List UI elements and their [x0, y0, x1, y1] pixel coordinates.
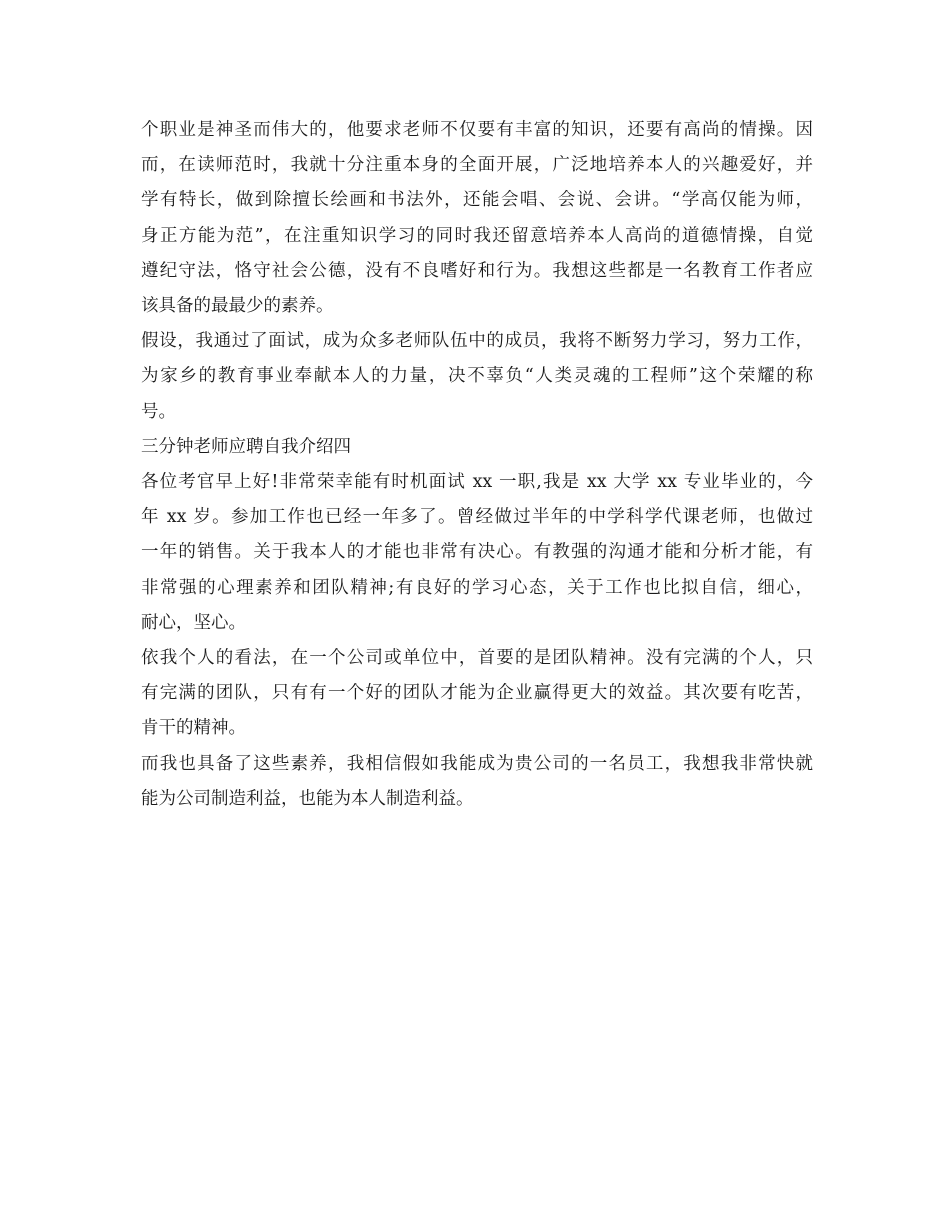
text-line: 一年的销售。关于我本人的才能也非常有决心。有教强的沟通才能和分析才能，有 [141, 542, 813, 563]
text-line: 各位考官早上好!非常荣幸能有时机面试 xx 一职,我是 xx 大学 xx 专业毕业的，今 [141, 472, 813, 493]
text-line: 有完满的团队，只有有一个好的团队才能为企业赢得更大的效益。其次要有吃苦， [141, 683, 813, 704]
text-line: 身正方能为范”，在注重知识学习的同时我还留意培养本人高尚的道德情操，自觉 [141, 225, 813, 246]
text-line: 能为公司制造利益，也能为本人制造利益。 [141, 788, 474, 809]
text-line: 假设，我通过了面试，成为众多老师队伍中的成员，我将不断努力学习，努力工作， [141, 331, 813, 352]
text-line: 遵纪守法，恪守社会公德，没有不良嗜好和行为。我想这些都是一名教育工作者应 [141, 260, 813, 281]
text-line: 号。 [141, 401, 176, 422]
text-line: 学有特长，做到除擅长绘画和书法外，还能会唱、会说、会讲。“学高仅能为师， [141, 190, 813, 211]
text-line: 依我个人的看法，在一个公司或单位中，首要的是团队精神。没有完满的个人，只 [141, 648, 813, 669]
text-line: 而我也具备了这些素养，我相信假如我能成为贵公司的一名员工，我想我非常快就 [141, 753, 813, 774]
text-line: 该具备的最最少的素养。 [141, 296, 334, 317]
text-line: 而，在读师范时，我就十分注重本身的全面开展，广泛地培养本人的兴趣爱好，并 [141, 155, 813, 176]
text-line: 年 xx 岁。参加工作也已经一年多了。曾经做过半年的中学科学代课老师，也做过 [141, 507, 813, 528]
text-line: 耐心，坚心。 [141, 612, 246, 633]
section-heading: 三分钟老师应聘自我介绍四 [141, 436, 351, 457]
text-line: 非常强的心理素养和团队精神;有良好的学习心态，关于工作也比拟自信，细心， [141, 577, 813, 598]
text-line: 肯干的精神。 [141, 718, 246, 739]
text-line: 为家乡的教育事业奉献本人的力量，决不辜负“人类灵魂的工程师”这个荣耀的称 [141, 366, 813, 387]
text-line: 个职业是神圣而伟大的，他要求老师不仅要有丰富的知识，还要有高尚的情操。因 [141, 120, 813, 140]
document-body [141, 113, 813, 817]
